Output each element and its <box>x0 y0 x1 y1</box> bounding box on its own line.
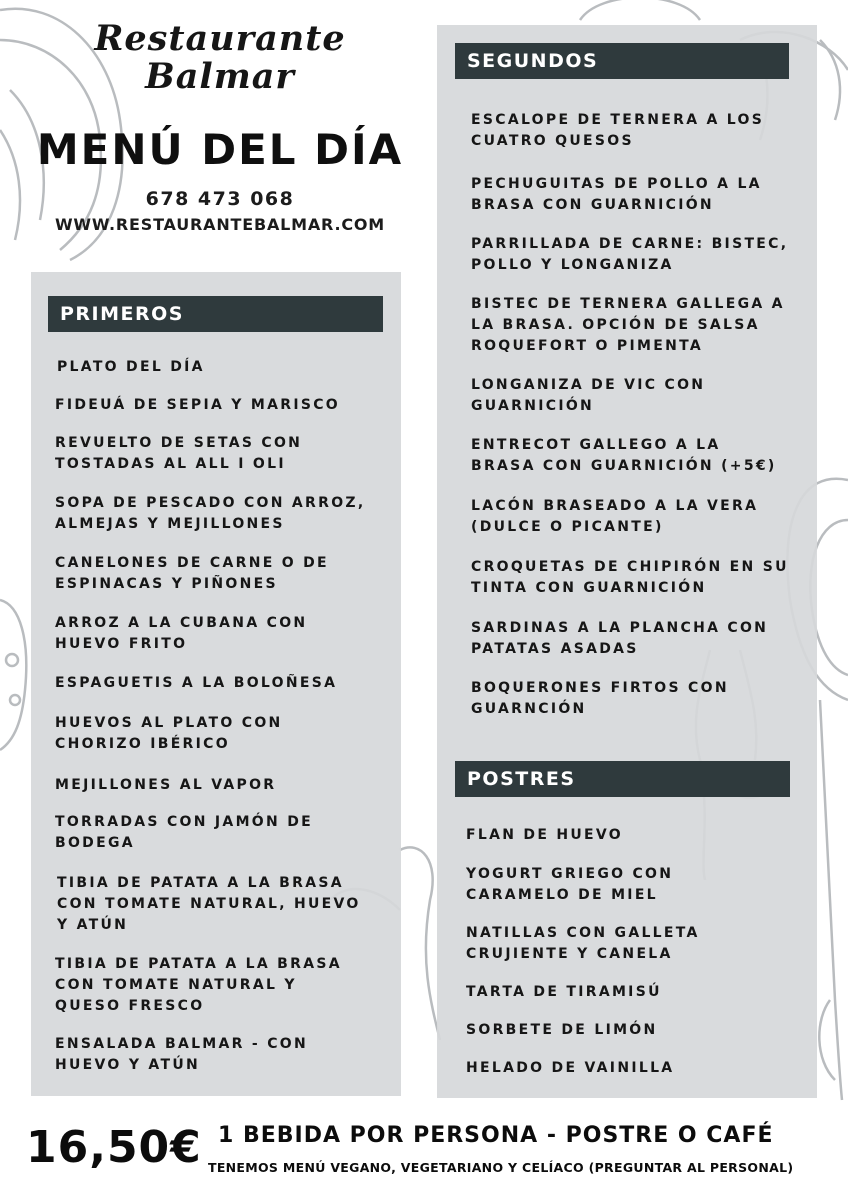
menu-price: 16,50€ <box>26 1122 202 1173</box>
postres-item: YOGURT GRIEGO CON CARAMELO DE MIEL <box>466 866 674 903</box>
primeros-heading: PRIMEROS <box>48 296 383 332</box>
segundos-item: BOQUERONES FIRTOS CON GUARNCIÓN <box>471 680 729 717</box>
brand-line-2: Balmar <box>145 56 295 97</box>
segundos-item: LONGANIZA DE VIC CON GUARNICIÓN <box>471 377 706 414</box>
primeros-item: ENSALADA BALMAR - CON HUEVO Y ATÚN <box>55 1036 309 1073</box>
segundos-item: LACÓN BRASEADO A LA VERA (DULCE O PICANTE) <box>471 498 759 535</box>
postres-item: SORBETE DE LIMÓN <box>466 1022 658 1038</box>
segundos-heading: SEGUNDOS <box>455 43 789 79</box>
menu-title: MENÚ DEL DÍA <box>36 125 404 174</box>
website-url: WWW.RESTAURANTEBALMAR.COM <box>54 215 386 234</box>
primeros-item: ESPAGUETIS A LA BOLOÑESA <box>55 675 338 691</box>
segundos-item: BISTEC DE TERNERA GALLEGA A LA BRASA. OPCIÓN DE SALSA ROQUEFORT O PIMENTA <box>471 296 785 354</box>
restaurant-logo <box>40 20 400 96</box>
primeros-item: SOPA DE PESCADO CON ARROZ, ALMEJAS Y MEJILLONES <box>55 495 366 532</box>
primeros-item: PLATO DEL DÍA <box>57 359 205 375</box>
primeros-item: TORRADAS CON JAMÓN DE BODEGA <box>55 814 313 851</box>
drink-info: 1 BEBIDA POR PERSONA - POSTRE O CAFÉ <box>218 1123 774 1148</box>
segundos-item: ENTRECOT GALLEGO A LA BRASA CON GUARNICIÓN (+5€) <box>471 437 777 474</box>
primeros-item: TIBIA DE PATATA A LA BRASA CON TOMATE NATURAL, HUEVO Y ATÚN <box>57 875 361 933</box>
primeros-item: TIBIA DE PATATA A LA BRASA CON TOMATE NATURAL Y QUESO FRESCO <box>55 956 342 1014</box>
segundos-item: ESCALOPE DE TERNERA A LOS CUATRO QUESOS <box>471 112 765 149</box>
segundos-item: SARDINAS A LA PLANCHA CON PATATAS ASADAS <box>471 620 769 657</box>
segundos-item: PECHUGUITAS DE POLLO A LA BRASA CON GUARNICIÓN <box>471 176 762 213</box>
postres-item: TARTA DE TIRAMISÚ <box>466 984 662 1000</box>
primeros-item: MEJILLONES AL VAPOR <box>55 777 277 793</box>
postres-item: FLAN DE HUEVO <box>466 827 624 843</box>
diet-note: TENEMOS MENÚ VEGANO, VEGETARIANO Y CELÍACO (PREGUNTAR AL PERSONAL) <box>208 1160 794 1175</box>
primeros-item: FIDEUÁ DE SEPIA Y MARISCO <box>55 397 341 413</box>
primeros-item: ARROZ A LA CUBANA CON HUEVO FRITO <box>55 615 308 652</box>
phone-number: 678 473 068 <box>145 188 295 210</box>
primeros-item: REVUELTO DE SETAS CON TOSTADAS AL ALL I OLI <box>55 435 303 472</box>
primeros-item: CANELONES DE CARNE O DE ESPINACAS Y PIÑONES <box>55 555 329 592</box>
postres-item: HELADO DE VAINILLA <box>466 1060 675 1076</box>
primeros-item: HUEVOS AL PLATO CON CHORIZO IBÉRICO <box>55 715 283 752</box>
brand-line-1: Restaurante <box>94 18 346 59</box>
segundos-item: PARRILLADA DE CARNE: BISTEC, POLLO Y LONGANIZA <box>471 236 789 273</box>
postres-heading: POSTRES <box>455 761 790 797</box>
cup-sketch-icon <box>0 600 26 750</box>
segundos-item: CROQUETAS DE CHIPIRÓN EN SU TINTA CON GUARNICIÓN <box>471 559 789 596</box>
postres-item: NATILLAS CON GALLETA CRUJIENTE Y CANELA <box>466 925 700 962</box>
